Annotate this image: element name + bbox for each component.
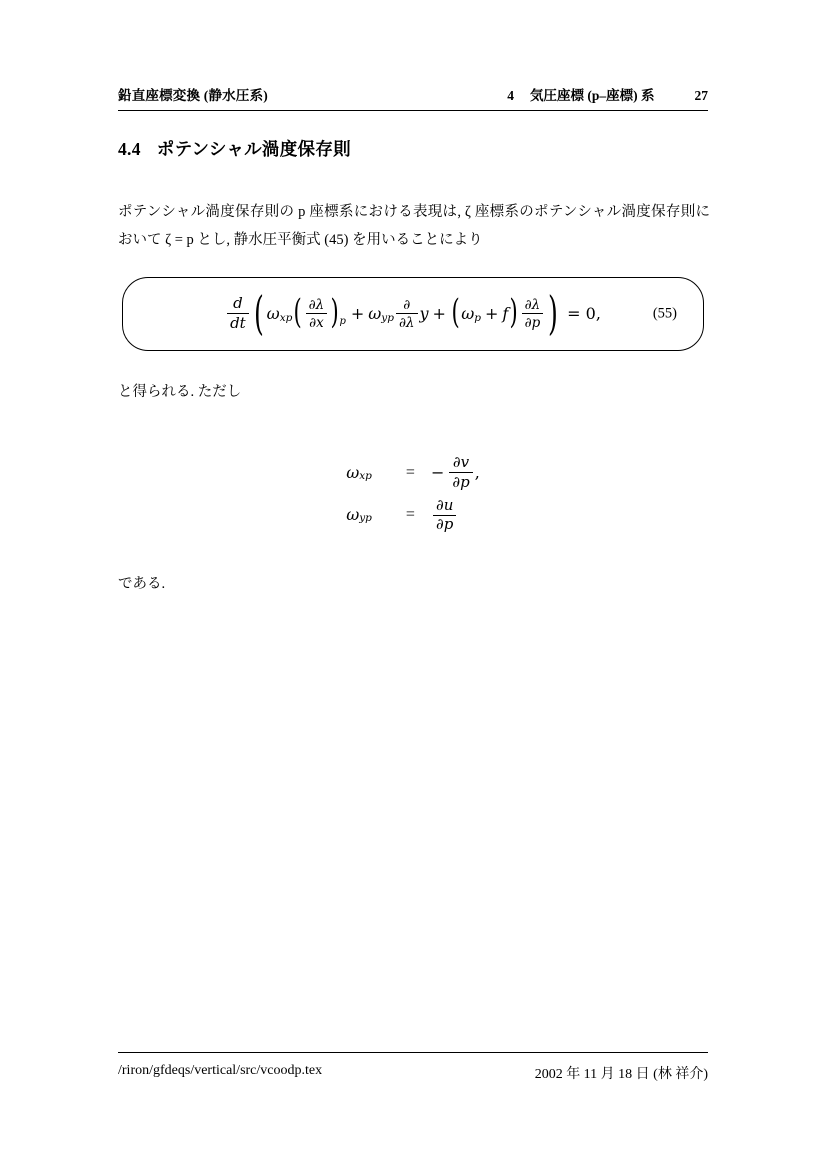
plus-2: + <box>432 304 446 324</box>
omega-yp-sub: yp <box>359 512 372 525</box>
minus-sign: − <box>430 463 445 483</box>
equation-55-content <box>123 278 703 350</box>
equation-number-55: (55) <box>652 305 677 322</box>
definition-rhs-omega-xp <box>431 452 480 494</box>
omega-xp-sub: xp <box>359 470 372 483</box>
paragraph-after-equation: と得られる. ただし <box>118 384 242 400</box>
header-section-title: 気圧座標 (p–座標) 系 <box>530 88 655 103</box>
section-heading <box>118 136 351 161</box>
page-footer <box>118 1052 708 1083</box>
definition-row-omega-yp <box>346 494 480 537</box>
open-paren-outer: ( <box>253 285 264 340</box>
coriolis-f: f <box>502 304 509 324</box>
du-dp: $\frac{\partial u}{\partial p}$ <box>433 498 456 534</box>
plus-3: + <box>485 304 499 324</box>
open-paren-inner: ( <box>293 292 303 333</box>
page-number: 27 <box>694 88 708 103</box>
dlambda-dx: $\frac{\partial\lambda}{\partial x}$ <box>306 298 328 330</box>
material-derivative: $\frac{d}{dt}$ <box>227 296 249 332</box>
omega-p: ω <box>461 304 475 324</box>
paragraph-intro: ポテンシャル渦度保存則の p 座標系における表現は, ζ 座標系のポテンシャル渦度保存則において ζ = p とし, 静水圧平衡式 (45) を用いることにより <box>118 204 710 248</box>
close-paren-coriolis: ) <box>509 292 519 333</box>
definition-lhs-omega-xp <box>346 452 390 494</box>
close-paren-outer: ) <box>548 285 559 340</box>
omega-xp-subscript: xp <box>279 311 293 324</box>
paragraph-closing: である. <box>118 576 166 592</box>
section-heading-number: 4.4 <box>118 139 141 159</box>
variable-y: y <box>419 304 429 324</box>
omega-xp: ω <box>266 304 280 324</box>
header-section-number: 4 <box>507 88 514 103</box>
omega-p-subscript: p <box>474 311 481 324</box>
definition-equations <box>0 452 826 536</box>
dlambda-dp: $\frac{\partial\lambda}{\partial p}$ <box>522 298 544 330</box>
equals-zero: = 0, <box>567 304 601 324</box>
comma-1: , <box>474 463 480 483</box>
close-paren-inner: ) <box>330 292 339 333</box>
d-dlambda: $\frac{\partial}{\partial\lambda}$ <box>396 298 418 330</box>
definition-row-omega-xp <box>346 452 480 494</box>
dv-dp: $\frac{\partial v}{\partial p}$ <box>449 455 472 491</box>
omega-yp-symbol: ω <box>346 504 360 524</box>
open-paren-coriolis: ( <box>451 292 460 333</box>
plus-1: + <box>350 304 365 324</box>
section-heading-title: ポテンシャル渦度保存則 <box>156 139 351 159</box>
footer-source-path: /riron/gfdeqs/vertical/src/vcoodp.tex <box>118 1063 323 1078</box>
boxed-equation-55 <box>122 277 704 351</box>
definition-table <box>346 452 480 536</box>
omega-xp-symbol: ω <box>346 462 360 482</box>
definition-relation-2: = <box>405 505 415 523</box>
footer-date-author: 2002 年 11 月 18 日 (林 祥介) <box>534 1067 708 1082</box>
definition-lhs-omega-yp <box>346 494 390 537</box>
definition-rhs-omega-yp <box>431 494 480 537</box>
paren-subscript-p: p <box>339 316 346 328</box>
header-right-group <box>507 84 708 104</box>
omega-yp-subscript: yp <box>381 311 394 324</box>
header-left-title: 鉛直座標変換 (静水圧系) <box>118 88 268 103</box>
running-header <box>118 84 708 111</box>
definition-relation-1: = <box>405 463 415 481</box>
equation-55-expression <box>225 285 601 340</box>
omega-yp: ω <box>368 304 382 324</box>
